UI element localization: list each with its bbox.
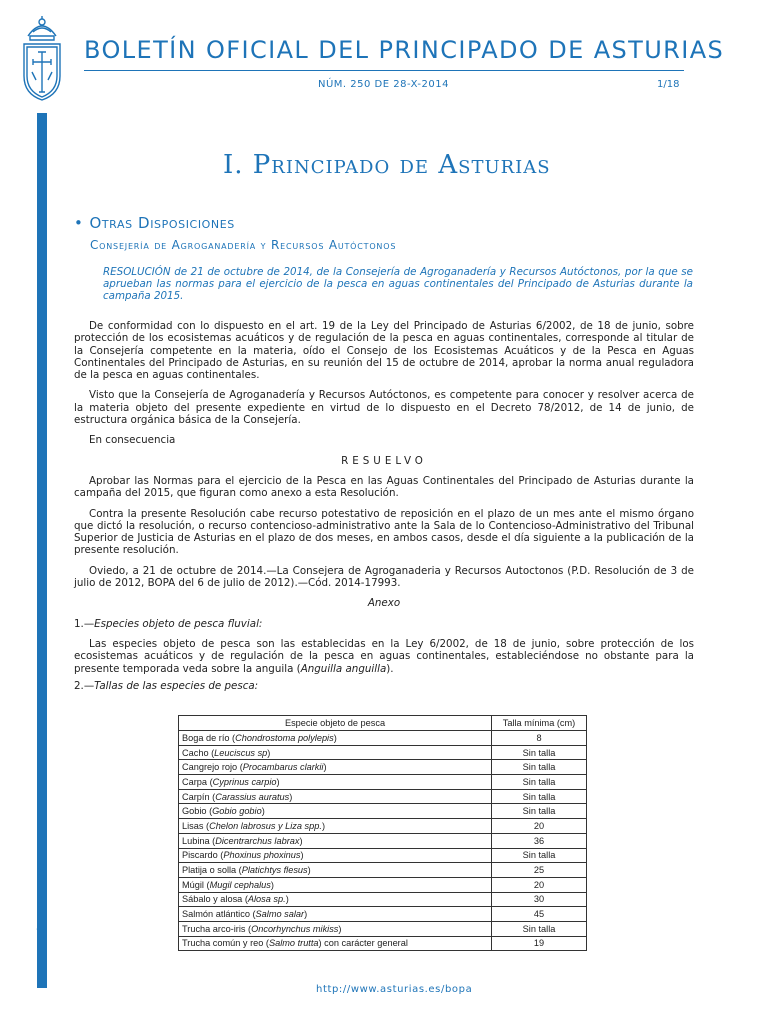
- paragraph: De conformidad con lo dispuesto en el art. 19 de la Ley del Principado de Asturias 6/2002, de 18 de junio, sobre protección de los ecosistemas acuáticos y de regulación de la pesca en aguas continentales, corresponde al titular de la Consejería competente en la materia, oído el Consejo de los Ecosistemas Acuáticos y de la Pesca en Aguas Continentales del Principado de Asturias, en su reunión del 15 de octubre de 2014, aprobar la norma anual reguladora de la pesca en aguas continentales.: [74, 320, 694, 382]
- min-size-cell: 19: [492, 936, 587, 951]
- species-cell: [179, 760, 492, 775]
- species-suffix: ): [338, 923, 342, 934]
- paragraph: Contra la presente Resolución cabe recurso potestativo de reposición en el plazo de un mes ante el mismo órgano que dictó la resolución, o recurso contencioso-administrativo ante la Sala de lo Contencioso-Administrativo del Tribunal Superior de Justicia de Asturias en el plazo de dos meses, en ambos casos, desde el día siguiente a la publicación de la presente resolución.: [74, 507, 694, 557]
- species-scientific-name: Oncorhynchus mikiss: [251, 923, 339, 934]
- species-common-name: Salmón atlántico (: [182, 909, 256, 920]
- species-suffix: ): [289, 791, 293, 802]
- species-scientific-name: Mugil cephalus: [209, 879, 271, 890]
- min-size-cell: 25: [492, 863, 587, 878]
- paragraph: Visto que la Consejería de Agroganadería y Recursos Autóctonos, es competente para conocer y resolver acerca de la materia objeto del presente expediente en virtud de lo dispuesto en el Decreto 78/2012, de 14 de junio, de estructura orgánica básica de la Consejería.: [74, 389, 694, 427]
- table-row: [179, 936, 587, 951]
- table-row: [179, 745, 587, 760]
- min-size-cell: 20: [492, 877, 587, 892]
- species-suffix: ): [300, 850, 304, 861]
- species-cell: [179, 804, 492, 819]
- min-size-cell: Sin talla: [492, 921, 587, 936]
- table-row: [179, 892, 587, 907]
- sidebar-document-code: Cód. 2014-17993: [37, 862, 47, 941]
- paragraph: Oviedo, a 21 de octubre de 2014.—La Consejera de Agroganaderia y Recursos Autoctonos (P.D. Resolución de 3 de julio de 2012, BOPA del 6 de julio de 2012).—Cód. 2014-17993.: [74, 564, 694, 590]
- species-cell: [179, 892, 492, 907]
- species-suffix: ): [299, 835, 303, 846]
- table-row: [179, 819, 587, 834]
- species-scientific-name: Phoxinus phoxinus: [223, 850, 301, 861]
- species-common-name: Múgil (: [182, 879, 210, 890]
- species-suffix: ): [267, 747, 271, 758]
- species-suffix: ): [321, 820, 325, 831]
- species-cell: [179, 819, 492, 834]
- page-number: 1/18: [657, 79, 680, 90]
- species-suffix: ): [261, 806, 265, 817]
- species-cell: [179, 745, 492, 760]
- table-row: [179, 863, 587, 878]
- species-scientific-name: Gobio gobio: [212, 806, 262, 817]
- species-scientific-name: Alosa sp.: [247, 894, 286, 905]
- min-size-cell: Sin talla: [492, 848, 587, 863]
- min-size-cell: 8: [492, 731, 587, 746]
- table-row: [179, 833, 587, 848]
- numbered-heading: 1.—Especies objeto de pesca fluvial:: [74, 617, 263, 630]
- sidebar-bar: [37, 113, 47, 988]
- asturias-crest-logo: [18, 14, 66, 104]
- body-text: [74, 320, 694, 692]
- species-cell: [179, 936, 492, 951]
- species-common-name: Cangrejo rojo (: [182, 762, 243, 773]
- species-scientific-name: Salmo salar: [255, 909, 305, 920]
- table-row: [179, 921, 587, 936]
- bullet-icon: •: [74, 214, 84, 232]
- table-header-row: [179, 716, 587, 731]
- paragraph: Las especies objeto de pesca son las establecidas en la Ley 6/2002, de 18 de junio, sobre protección de los ecosistemas acuáticos y de regulación de la pesca en aguas continentales, estableciéndose no obstante para la presente temporada veda sobre la anguila (Anguilla anguilla).: [74, 637, 694, 675]
- species-cell: [179, 921, 492, 936]
- min-size-cell: Sin talla: [492, 789, 587, 804]
- species-suffix: ): [307, 865, 311, 876]
- species-scientific-name: Chondrostoma polylepis: [235, 732, 334, 743]
- species-scientific-name: Cyprinus carpio: [212, 776, 277, 787]
- species-common-name: Trucha común y reo (: [182, 938, 269, 949]
- species-common-name: Lubina (: [182, 835, 216, 846]
- table-row: [179, 848, 587, 863]
- species-cell: [179, 789, 492, 804]
- species-common-name: Carpa (: [182, 776, 213, 787]
- species-cell: [179, 848, 492, 863]
- species-suffix: ): [304, 909, 308, 920]
- species-cell: [179, 877, 492, 892]
- column-header-size: Talla mínima (cm): [492, 716, 587, 731]
- numbered-heading: 2.—Tallas de las especies de pesca:: [74, 679, 259, 692]
- column-header-species: Especie objeto de pesca: [179, 716, 492, 731]
- species-common-name: Piscardo (: [182, 850, 224, 861]
- species-suffix: ): [285, 894, 289, 905]
- table-row: [179, 907, 587, 922]
- table-row: [179, 731, 587, 746]
- table-row: [179, 789, 587, 804]
- table-row: [179, 760, 587, 775]
- species-scientific-name: Chelon labrosus y Liza spp.: [209, 820, 322, 831]
- species-cell: [179, 833, 492, 848]
- species-common-name: Trucha arco-iris (: [182, 923, 252, 934]
- min-size-cell: 20: [492, 819, 587, 834]
- species-scientific-name: Salmo trutta: [268, 938, 319, 949]
- species-common-name: Cacho (: [182, 747, 215, 758]
- min-size-cell: 45: [492, 907, 587, 922]
- min-size-cell: Sin talla: [492, 760, 587, 775]
- gazette-title: BOLETÍN OFICIAL DEL PRINCIPADO DE ASTURIAS: [84, 36, 725, 64]
- footer-link[interactable]: http://www.asturias.es/bopa: [316, 984, 473, 995]
- species-cell: [179, 731, 492, 746]
- species-scientific-name: Carassius auratus: [215, 791, 290, 802]
- species-common-name: Gobio (: [182, 806, 213, 817]
- species-suffix: ) con carácter general: [318, 938, 408, 949]
- species-suffix: ): [276, 776, 280, 787]
- paragraph: Aprobar las Normas para el ejercicio de la Pesca en las Aguas Continentales del Principado de Asturias durante la campaña del 2015, que figuran como anexo a esta Resolución.: [74, 474, 694, 500]
- min-size-cell: 30: [492, 892, 587, 907]
- species-common-name: Lisas (: [182, 820, 210, 831]
- species-cell: [179, 907, 492, 922]
- min-size-cell: Sin talla: [492, 745, 587, 760]
- species-suffix: ): [270, 879, 274, 890]
- species-scientific-name: Dicentrarchus labrax: [215, 835, 300, 846]
- anexo-heading: Anexo: [367, 597, 401, 610]
- table-row: [179, 877, 587, 892]
- species-common-name: Platija o solla (: [182, 865, 242, 876]
- species-cell: [179, 863, 492, 878]
- fish-size-table: [178, 715, 587, 951]
- species-cell: [179, 775, 492, 790]
- ministry-name: Consejería de Agroganadería y Recursos Autóctonos: [90, 238, 397, 252]
- table-body: [179, 731, 587, 951]
- resolution-title: RESOLUCIÓN de 21 de octubre de 2014, de la Consejería de Agroganadería y Recursos Autóctonos, por la que se aprueban las normas para el ejercicio de la pesca en aguas continentales del Principado de Asturias durante la campaña 2015.: [103, 266, 693, 302]
- resuelvo-heading: RESUELVO: [341, 454, 427, 467]
- min-size-cell: 36: [492, 833, 587, 848]
- paragraph: En consecuencia: [89, 434, 176, 447]
- species-scientific-name: Leuciscus sp: [214, 747, 268, 758]
- species-suffix: ): [333, 732, 337, 743]
- species-common-name: Sábalo y alosa (: [182, 894, 248, 905]
- section-title: I. Principado de Asturias: [223, 150, 551, 180]
- subsection-title: • Otras Disposiciones: [74, 214, 235, 232]
- species-common-name: Boga de río (: [182, 732, 236, 743]
- species-scientific-name: Procambarus clarkii: [242, 762, 324, 773]
- table-row: [179, 775, 587, 790]
- species-scientific-name: Platichtys flesus: [241, 865, 308, 876]
- min-size-cell: Sin talla: [492, 775, 587, 790]
- issue-number: NÚM. 250 DE 28-X-2014: [318, 79, 449, 90]
- min-size-cell: Sin talla: [492, 804, 587, 819]
- table-row: [179, 804, 587, 819]
- species-suffix: ): [323, 762, 327, 773]
- header-divider: [84, 70, 684, 71]
- species-common-name: Carpín (: [182, 791, 216, 802]
